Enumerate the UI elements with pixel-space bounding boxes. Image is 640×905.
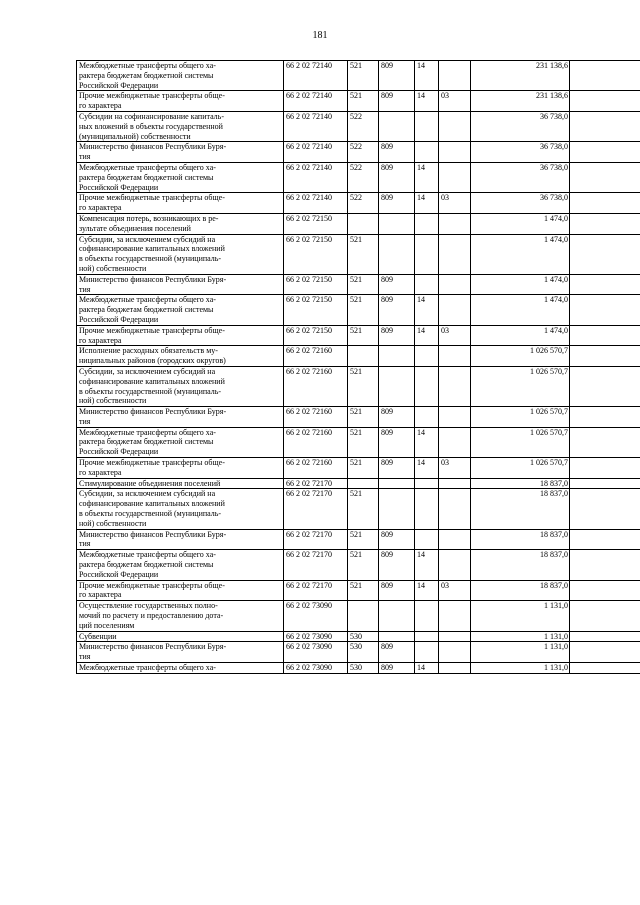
empty-cell bbox=[570, 234, 640, 274]
section-cell: 14 bbox=[415, 61, 439, 91]
ministry-code-cell bbox=[379, 631, 415, 642]
empty-cell bbox=[570, 274, 640, 295]
section-cell: 14 bbox=[415, 193, 439, 214]
expense-name-cell bbox=[77, 550, 284, 580]
expense-name-cell bbox=[77, 663, 284, 674]
expense-type-cell: 521 bbox=[348, 580, 379, 601]
expense-type-cell: 521 bbox=[348, 550, 379, 580]
expense-name-line: тия bbox=[79, 416, 91, 426]
expense-name-line: Прочие межбюджетные трансферты обще- bbox=[79, 580, 225, 590]
expense-name-line: Прочие межбюджетные трансферты обще- bbox=[79, 193, 225, 203]
table-row bbox=[77, 325, 640, 346]
ministry-code-cell: 809 bbox=[379, 642, 415, 663]
budget-table bbox=[76, 60, 640, 674]
expense-name-cell bbox=[77, 631, 284, 642]
expense-name-line: ций поселениям bbox=[79, 620, 135, 630]
expense-type-cell: 521 bbox=[348, 529, 379, 550]
target-code-cell: 66 2 02 72140 bbox=[284, 162, 348, 192]
expense-type-cell: 521 bbox=[348, 427, 379, 457]
subsection-cell: 03 bbox=[439, 580, 471, 601]
expense-name-line: зультате объединения поселений bbox=[79, 223, 191, 233]
amount-cell: 1 026 570,7 bbox=[471, 366, 570, 406]
target-code-cell: 66 2 02 72160 bbox=[284, 427, 348, 457]
target-code-cell: 66 2 02 72150 bbox=[284, 274, 348, 295]
ministry-code-cell: 809 bbox=[379, 325, 415, 346]
subsection-cell bbox=[439, 111, 471, 141]
expense-name-line: в объекты государственной (муниципаль- bbox=[79, 254, 222, 264]
expense-name-cell bbox=[77, 162, 284, 192]
table-row bbox=[77, 580, 640, 601]
expense-type-cell bbox=[348, 478, 379, 489]
subsection-cell bbox=[439, 550, 471, 580]
target-code-cell: 66 2 02 73090 bbox=[284, 663, 348, 674]
target-code-cell: 66 2 02 72140 bbox=[284, 61, 348, 91]
ministry-code-cell bbox=[379, 366, 415, 406]
expense-name-cell bbox=[77, 427, 284, 457]
expense-name-line: ниципальных районов (городских округов) bbox=[79, 356, 226, 366]
expense-name-cell bbox=[77, 91, 284, 112]
section-cell bbox=[415, 601, 439, 631]
subsection-cell bbox=[439, 407, 471, 428]
section-cell: 14 bbox=[415, 427, 439, 457]
empty-cell bbox=[570, 489, 640, 529]
section-cell bbox=[415, 274, 439, 295]
expense-name-line: го характера bbox=[79, 203, 122, 213]
expense-name-line: ной) собственности bbox=[79, 518, 147, 528]
expense-type-cell: 521 bbox=[348, 458, 379, 479]
expense-name-line: ной) собственности bbox=[79, 396, 147, 406]
subsection-cell: 03 bbox=[439, 91, 471, 112]
table-row bbox=[77, 489, 640, 529]
expense-name-line: Российской Федерации bbox=[79, 569, 159, 579]
table-row bbox=[77, 142, 640, 163]
expense-name-line: в объекты государственной (муниципаль- bbox=[79, 386, 222, 396]
ministry-code-cell: 809 bbox=[379, 663, 415, 674]
table-row bbox=[77, 234, 640, 274]
expense-name-line: ной) собственности bbox=[79, 263, 147, 273]
expense-name-line: Прочие межбюджетные трансферты обще- bbox=[79, 458, 225, 468]
expense-name-line: Субсидии, за исключением субсидий на bbox=[79, 366, 216, 376]
section-cell bbox=[415, 213, 439, 234]
expense-name-line: Министерство финансов Республики Буря- bbox=[79, 407, 227, 417]
expense-name-cell bbox=[77, 529, 284, 550]
empty-cell bbox=[570, 458, 640, 479]
expense-type-cell: 521 bbox=[348, 325, 379, 346]
section-cell bbox=[415, 642, 439, 663]
ministry-code-cell bbox=[379, 478, 415, 489]
expense-name-line: Российской Федерации bbox=[79, 447, 159, 457]
expense-name-line: тия bbox=[79, 284, 91, 294]
empty-cell bbox=[570, 407, 640, 428]
amount-cell: 1 131,0 bbox=[471, 631, 570, 642]
expense-name-line: софинансирование капитальных вложений bbox=[79, 499, 225, 509]
section-cell bbox=[415, 234, 439, 274]
empty-cell bbox=[570, 193, 640, 214]
table-row bbox=[77, 631, 640, 642]
table-row bbox=[77, 91, 640, 112]
amount-cell: 36 738,0 bbox=[471, 193, 570, 214]
expense-name-cell bbox=[77, 489, 284, 529]
expense-type-cell: 522 bbox=[348, 162, 379, 192]
table-row bbox=[77, 407, 640, 428]
expense-name-line: тия bbox=[79, 652, 91, 662]
expense-name-line: го характера bbox=[79, 335, 122, 345]
expense-type-cell: 521 bbox=[348, 407, 379, 428]
expense-name-line: рактера бюджетам бюджетной системы bbox=[79, 70, 214, 80]
expense-type-cell: 522 bbox=[348, 142, 379, 163]
empty-cell bbox=[570, 162, 640, 192]
table-row bbox=[77, 601, 640, 631]
empty-cell bbox=[570, 529, 640, 550]
expense-name-cell bbox=[77, 346, 284, 367]
subsection-cell bbox=[439, 489, 471, 529]
expense-name-cell bbox=[77, 366, 284, 406]
target-code-cell: 66 2 02 72140 bbox=[284, 142, 348, 163]
expense-name-line: Стимулирование объединения поселений bbox=[79, 478, 221, 488]
section-cell: 14 bbox=[415, 91, 439, 112]
ministry-code-cell: 809 bbox=[379, 61, 415, 91]
expense-type-cell: 521 bbox=[348, 274, 379, 295]
empty-cell bbox=[570, 325, 640, 346]
ministry-code-cell bbox=[379, 489, 415, 529]
section-cell bbox=[415, 142, 439, 163]
target-code-cell: 66 2 02 72150 bbox=[284, 213, 348, 234]
ministry-code-cell: 809 bbox=[379, 274, 415, 295]
table-row bbox=[77, 663, 640, 674]
expense-name-cell bbox=[77, 325, 284, 346]
expense-name-cell bbox=[77, 142, 284, 163]
empty-cell bbox=[570, 478, 640, 489]
amount-cell: 18 837,0 bbox=[471, 489, 570, 529]
expense-name-cell bbox=[77, 478, 284, 489]
target-code-cell: 66 2 02 72160 bbox=[284, 346, 348, 367]
ministry-code-cell: 809 bbox=[379, 295, 415, 325]
expense-name-line: Субсидии, за исключением субсидий на bbox=[79, 489, 216, 499]
empty-cell bbox=[570, 111, 640, 141]
expense-name-line: Осуществление государственных полно- bbox=[79, 601, 218, 611]
section-cell: 14 bbox=[415, 295, 439, 325]
expense-name-line: Министерство финансов Республики Буря- bbox=[79, 529, 227, 539]
target-code-cell: 66 2 02 73090 bbox=[284, 642, 348, 663]
expense-type-cell: 521 bbox=[348, 366, 379, 406]
expense-name-cell bbox=[77, 642, 284, 663]
expense-name-cell bbox=[77, 458, 284, 479]
expense-name-cell bbox=[77, 193, 284, 214]
target-code-cell: 66 2 02 72170 bbox=[284, 478, 348, 489]
expense-name-cell bbox=[77, 601, 284, 631]
subsection-cell bbox=[439, 162, 471, 192]
expense-name-cell bbox=[77, 61, 284, 91]
section-cell bbox=[415, 529, 439, 550]
expense-type-cell: 522 bbox=[348, 193, 379, 214]
target-code-cell: 66 2 02 72160 bbox=[284, 366, 348, 406]
section-cell: 14 bbox=[415, 550, 439, 580]
subsection-cell bbox=[439, 234, 471, 274]
empty-cell bbox=[570, 91, 640, 112]
subsection-cell bbox=[439, 529, 471, 550]
ministry-code-cell: 809 bbox=[379, 550, 415, 580]
ministry-code-cell bbox=[379, 213, 415, 234]
section-cell bbox=[415, 631, 439, 642]
table-row bbox=[77, 193, 640, 214]
expense-name-line: рактера бюджетам бюджетной системы bbox=[79, 560, 214, 570]
ministry-code-cell bbox=[379, 234, 415, 274]
subsection-cell bbox=[439, 61, 471, 91]
section-cell: 14 bbox=[415, 663, 439, 674]
subsection-cell bbox=[439, 601, 471, 631]
expense-name-line: Российской Федерации bbox=[79, 314, 159, 324]
expense-name-line: тия bbox=[79, 152, 91, 162]
expense-name-cell bbox=[77, 234, 284, 274]
subsection-cell bbox=[439, 663, 471, 674]
empty-cell bbox=[570, 295, 640, 325]
expense-name-cell bbox=[77, 407, 284, 428]
expense-name-line: ных вложений в объекты государственной bbox=[79, 121, 223, 131]
amount-cell: 1 474,0 bbox=[471, 325, 570, 346]
ministry-code-cell: 809 bbox=[379, 427, 415, 457]
expense-type-cell: 521 bbox=[348, 61, 379, 91]
subsection-cell: 03 bbox=[439, 325, 471, 346]
expense-name-line: го характера bbox=[79, 467, 122, 477]
amount-cell: 1 474,0 bbox=[471, 213, 570, 234]
section-cell: 14 bbox=[415, 325, 439, 346]
expense-name-cell bbox=[77, 213, 284, 234]
table-row bbox=[77, 274, 640, 295]
ministry-code-cell bbox=[379, 346, 415, 367]
expense-name-line: тия bbox=[79, 539, 91, 549]
subsection-cell bbox=[439, 346, 471, 367]
expense-type-cell: 530 bbox=[348, 642, 379, 663]
empty-cell bbox=[570, 61, 640, 91]
target-code-cell: 66 2 02 72160 bbox=[284, 407, 348, 428]
table-row bbox=[77, 111, 640, 141]
table-row bbox=[77, 550, 640, 580]
expense-name-cell bbox=[77, 295, 284, 325]
table-row bbox=[77, 642, 640, 663]
subsection-cell bbox=[439, 142, 471, 163]
section-cell bbox=[415, 407, 439, 428]
expense-type-cell bbox=[348, 601, 379, 631]
table-row bbox=[77, 346, 640, 367]
expense-name-line: Межбюджетные трансферты общего ха- bbox=[79, 162, 216, 172]
amount-cell: 1 026 570,7 bbox=[471, 346, 570, 367]
amount-cell: 1 474,0 bbox=[471, 295, 570, 325]
expense-name-cell bbox=[77, 274, 284, 295]
subsection-cell: 03 bbox=[439, 193, 471, 214]
empty-cell bbox=[570, 631, 640, 642]
table-row bbox=[77, 427, 640, 457]
target-code-cell: 66 2 02 73090 bbox=[284, 601, 348, 631]
expense-name-line: Межбюджетные трансферты общего ха- bbox=[79, 427, 216, 437]
expense-name-line: Прочие межбюджетные трансферты обще- bbox=[79, 325, 225, 335]
subsection-cell bbox=[439, 213, 471, 234]
amount-cell: 18 837,0 bbox=[471, 550, 570, 580]
table-row bbox=[77, 162, 640, 192]
empty-cell bbox=[570, 427, 640, 457]
expense-type-cell: 521 bbox=[348, 295, 379, 325]
target-code-cell: 66 2 02 73090 bbox=[284, 631, 348, 642]
expense-name-line: Министерство финансов Республики Буря- bbox=[79, 642, 227, 652]
subsection-cell bbox=[439, 274, 471, 295]
ministry-code-cell: 809 bbox=[379, 529, 415, 550]
expense-name-line: Субвенции bbox=[79, 631, 117, 641]
expense-name-line: Компенсация потерь, возникающих в ре- bbox=[79, 213, 219, 223]
section-cell: 14 bbox=[415, 458, 439, 479]
target-code-cell: 66 2 02 72140 bbox=[284, 193, 348, 214]
subsection-cell bbox=[439, 631, 471, 642]
amount-cell: 18 837,0 bbox=[471, 478, 570, 489]
empty-cell bbox=[570, 366, 640, 406]
expense-name-line: Субсидии, за исключением субсидий на bbox=[79, 234, 216, 244]
table-row bbox=[77, 295, 640, 325]
target-code-cell: 66 2 02 72160 bbox=[284, 458, 348, 479]
section-cell bbox=[415, 111, 439, 141]
target-code-cell: 66 2 02 72150 bbox=[284, 234, 348, 274]
ministry-code-cell bbox=[379, 601, 415, 631]
expense-name-line: в объекты государственной (муниципаль- bbox=[79, 509, 222, 519]
subsection-cell: 03 bbox=[439, 458, 471, 479]
expense-type-cell: 521 bbox=[348, 91, 379, 112]
expense-type-cell: 522 bbox=[348, 111, 379, 141]
target-code-cell: 66 2 02 72170 bbox=[284, 529, 348, 550]
expense-name-line: Субсидии на софинансирование капиталь- bbox=[79, 111, 224, 121]
empty-cell bbox=[570, 601, 640, 631]
subsection-cell bbox=[439, 366, 471, 406]
target-code-cell: 66 2 02 72140 bbox=[284, 91, 348, 112]
section-cell bbox=[415, 366, 439, 406]
table-row bbox=[77, 478, 640, 489]
target-code-cell: 66 2 02 72150 bbox=[284, 295, 348, 325]
empty-cell bbox=[570, 663, 640, 674]
expense-type-cell: 521 bbox=[348, 489, 379, 529]
empty-cell bbox=[570, 580, 640, 601]
section-cell bbox=[415, 478, 439, 489]
amount-cell: 36 738,0 bbox=[471, 162, 570, 192]
expense-name-line: Российской Федерации bbox=[79, 182, 159, 192]
expense-name-line: Межбюджетные трансферты общего ха- bbox=[79, 550, 216, 560]
section-cell bbox=[415, 346, 439, 367]
target-code-cell: 66 2 02 72150 bbox=[284, 325, 348, 346]
target-code-cell: 66 2 02 72170 bbox=[284, 580, 348, 601]
target-code-cell: 66 2 02 72170 bbox=[284, 550, 348, 580]
expense-name-line: рактера бюджетам бюджетной системы bbox=[79, 172, 214, 182]
amount-cell: 1 474,0 bbox=[471, 274, 570, 295]
table-row bbox=[77, 366, 640, 406]
amount-cell: 36 738,0 bbox=[471, 142, 570, 163]
expense-name-line: мочий по расчету и предоставлению дота- bbox=[79, 611, 224, 621]
expense-name-line: Министерство финансов Республики Буря- bbox=[79, 142, 227, 152]
amount-cell: 231 138,6 bbox=[471, 91, 570, 112]
expense-name-line: Исполнение расходных обязательств му- bbox=[79, 346, 218, 356]
section-cell: 14 bbox=[415, 580, 439, 601]
expense-name-line: рактера бюджетам бюджетной системы bbox=[79, 437, 214, 447]
target-code-cell: 66 2 02 72170 bbox=[284, 489, 348, 529]
expense-name-line: (муниципальной) собственности bbox=[79, 131, 191, 141]
expense-name-line: го характера bbox=[79, 590, 122, 600]
expense-name-cell bbox=[77, 580, 284, 601]
subsection-cell bbox=[439, 478, 471, 489]
page-number: 181 bbox=[312, 30, 328, 41]
table-row bbox=[77, 213, 640, 234]
expense-type-cell bbox=[348, 213, 379, 234]
empty-cell bbox=[570, 213, 640, 234]
expense-name-line: го характера bbox=[79, 101, 122, 111]
expense-name-line: рактера бюджетам бюджетной системы bbox=[79, 305, 214, 315]
section-cell: 14 bbox=[415, 162, 439, 192]
amount-cell: 1 026 570,7 bbox=[471, 407, 570, 428]
amount-cell: 18 837,0 bbox=[471, 529, 570, 550]
expense-type-cell bbox=[348, 346, 379, 367]
ministry-code-cell: 809 bbox=[379, 580, 415, 601]
ministry-code-cell: 809 bbox=[379, 91, 415, 112]
empty-cell bbox=[570, 642, 640, 663]
subsection-cell bbox=[439, 427, 471, 457]
ministry-code-cell: 809 bbox=[379, 407, 415, 428]
amount-cell: 1 131,0 bbox=[471, 663, 570, 674]
expense-name-line: софинансирование капитальных вложений bbox=[79, 376, 225, 386]
subsection-cell bbox=[439, 295, 471, 325]
ministry-code-cell bbox=[379, 111, 415, 141]
expense-type-cell: 521 bbox=[348, 234, 379, 274]
budget-table-body bbox=[77, 61, 640, 674]
amount-cell: 1 026 570,7 bbox=[471, 458, 570, 479]
target-code-cell: 66 2 02 72140 bbox=[284, 111, 348, 141]
amount-cell: 1 131,0 bbox=[471, 642, 570, 663]
ministry-code-cell: 809 bbox=[379, 142, 415, 163]
ministry-code-cell: 809 bbox=[379, 193, 415, 214]
subsection-cell bbox=[439, 642, 471, 663]
expense-name-line: Российской Федерации bbox=[79, 80, 159, 90]
ministry-code-cell: 809 bbox=[379, 458, 415, 479]
expense-type-cell: 530 bbox=[348, 631, 379, 642]
expense-type-cell: 530 bbox=[348, 663, 379, 674]
amount-cell: 1 131,0 bbox=[471, 601, 570, 631]
ministry-code-cell: 809 bbox=[379, 162, 415, 192]
expense-name-line: Прочие межбюджетные трансферты обще- bbox=[79, 91, 225, 101]
expense-name-cell bbox=[77, 111, 284, 141]
amount-cell: 18 837,0 bbox=[471, 580, 570, 601]
amount-cell: 36 738,0 bbox=[471, 111, 570, 141]
amount-cell: 1 026 570,7 bbox=[471, 427, 570, 457]
empty-cell bbox=[570, 142, 640, 163]
amount-cell: 1 474,0 bbox=[471, 234, 570, 274]
expense-name-line: Межбюджетные трансферты общего ха- bbox=[79, 295, 216, 305]
empty-cell bbox=[570, 550, 640, 580]
table-row bbox=[77, 61, 640, 91]
amount-cell: 231 138,6 bbox=[471, 61, 570, 91]
table-row bbox=[77, 529, 640, 550]
table-row bbox=[77, 458, 640, 479]
expense-name-line: Министерство финансов Республики Буря- bbox=[79, 274, 227, 284]
expense-name-line: Межбюджетные трансферты общего ха- bbox=[79, 61, 216, 70]
expense-name-line: софинансирование капитальных вложений bbox=[79, 244, 225, 254]
expense-name-line: Межбюджетные трансферты общего ха- bbox=[79, 663, 216, 673]
section-cell bbox=[415, 489, 439, 529]
empty-cell bbox=[570, 346, 640, 367]
